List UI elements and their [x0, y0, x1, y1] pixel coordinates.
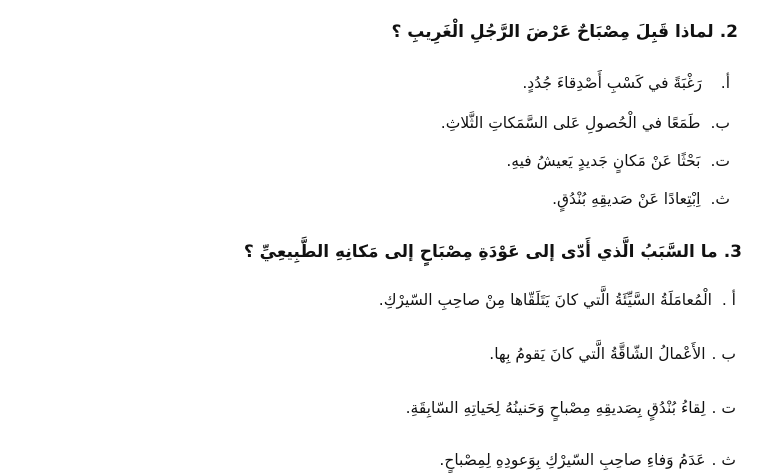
option-text: طَمَعًا في الْحُصولِ عَلى السَّمَكاتِ الثَّلاثِ.	[440, 114, 701, 132]
option-text: بَحْثًا عَنْ مَكانٍ جَديدٍ يَعيشُ فيهِ.	[506, 152, 701, 170]
question-3	[30, 238, 742, 266]
question-3-number: 3.	[723, 242, 742, 262]
option-text: عَدَمُ وَفاءِ صاحِبِ السّيرْكِ بِوَعودِهِ لِمِصْباحٍ.	[439, 451, 706, 469]
question-3-option-d	[30, 447, 736, 473]
question-2-option-c	[30, 148, 730, 174]
option-letter: ت.	[710, 152, 730, 170]
question-2-option-b	[30, 110, 730, 136]
question-2-text: لماذا قَبِلَ مِصْبَاحٌ عَرْضَ الرَّجُلِ الْغَرِيبِ ؟	[391, 22, 714, 42]
question-3-option-c	[30, 395, 736, 421]
question-2-number: 2.	[719, 22, 738, 42]
option-text: لِقاءُ بُنْدُقٍ بِصَديقِهِ مِصْباحٍ وَحَنينُهُ لِحَياتِهِ السّابِقَةِ.	[405, 399, 706, 417]
option-letter: ب .	[711, 345, 736, 363]
option-text: الأَعْمالُ الشّاقَّةُ الَّتي كانَ يَقومُ بِها.	[489, 345, 706, 363]
option-letter: ث .	[711, 451, 736, 469]
option-letter: ب.	[710, 114, 730, 132]
question-2-option-d	[30, 186, 730, 212]
question-3-option-a	[30, 287, 736, 313]
option-letter: ت .	[711, 399, 736, 417]
question-2	[30, 18, 738, 46]
option-text: الْمُعامَلَةُ السَّيِّئَةُ الَّتي كانَ يَتَلَقّاها مِنْ صاحِبِ السّيرْكِ.	[378, 291, 712, 309]
question-3-option-b	[30, 341, 736, 367]
option-text: اِبْتِعادًا عَنْ صَديقِهِ بُنْدُقٍ.	[552, 190, 701, 208]
option-text: رَغْبَةً في كَسْبِ أَصْدِقاءَ جُدُدٍ.	[522, 74, 702, 92]
option-letter: ث.	[710, 190, 730, 208]
question-2-option-a	[30, 70, 730, 96]
option-letter: أ.	[720, 74, 730, 92]
question-3-text: ما السَّبَبُ الَّذي أَدّى إلى عَوْدَةِ مِصْبَاحٍ إلى مَكانِهِ الطَّبِيعِيِّ ؟	[243, 242, 718, 262]
option-letter: أ .	[721, 291, 736, 309]
